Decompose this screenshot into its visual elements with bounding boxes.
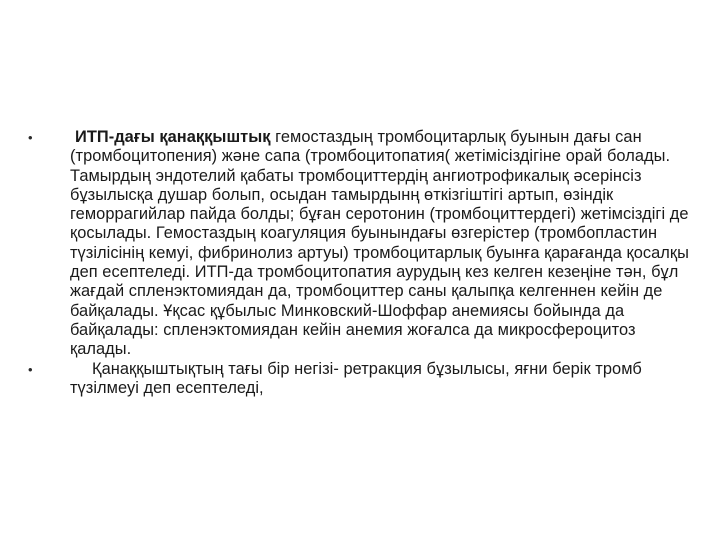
- bullet-body-text: Қанаққыштықтың тағы бір негізі- ретракция бұзылысы, яғни берік тромб түзілмеуі деп есептеледі,: [70, 359, 642, 397]
- bullet-icon: •: [28, 361, 33, 377]
- bullet-icon: •: [28, 130, 33, 145]
- bullet-body-text: гемостаздың тромбоцитарлық буынын дағы сан (тромбоцитопения) және сапа (тромбоцитопатия( жетімісіздігіне орай болады. Тамырдың эндотелий қабаты тромбоциттердің ангиотрофикалық әсерінсіз бұзылысқа душар болып, осыдан тамырдынң өткізгіштігі артып, өзіндік геморрагийлар пайда болды; бұған серотонин (тромбоциттердегі) жетімсіздігі де қосылады. Гемостаздың коагуляция буынындағы өзгерістер (тромбопластин түзілісінің кемуі, фибринолиз артуы) тромбоцитарлық буынға қарағанда қосалқы деп есептеледі. ИТП-да тромбоцитопатия аурудың кез келген кезеңіне тән, бұл жағдай спленэктомиядан да, тромбоциттер саны қалыпқа келгеннен кейін де байқалады. Ұқсас құбылыс Минковский-Шоффар анемиясы бойында да байқалады: спленэктомиядан кейін анемия жоғалса да микросфероцитоз қалады.: [70, 128, 689, 359]
- bullet-item-retraction: [28, 360, 700, 399]
- bullet-lead-text: ИТП-дағы қанаққыштық: [75, 128, 271, 146]
- bullet-list: [28, 128, 700, 398]
- bullet-item-itp-bleeding: [28, 128, 700, 360]
